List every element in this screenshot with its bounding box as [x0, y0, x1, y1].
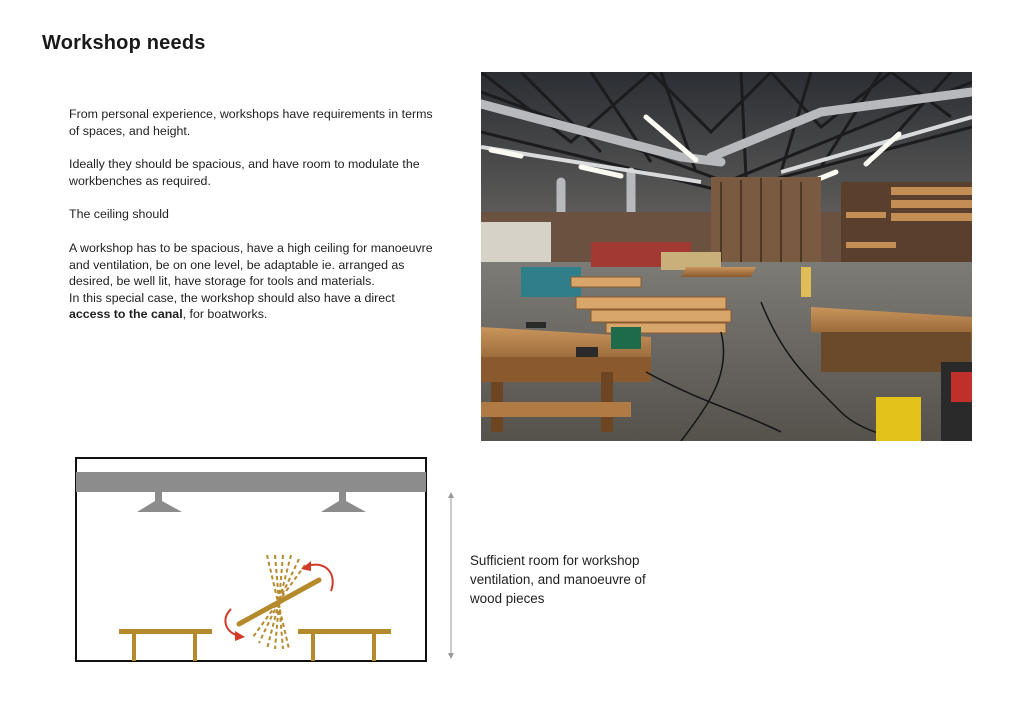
intro-paragraph-experience: From personal experience, workshops have requirements in terms of spaces, and height.: [69, 107, 433, 138]
intro-paragraph-canal: [69, 290, 437, 323]
workbench-right-leg-a: [311, 634, 315, 661]
intro-text: [69, 106, 437, 340]
canal-tail-text: , for boatworks.: [182, 307, 268, 322]
intro-paragraph-ceiling: The ceiling should: [69, 207, 169, 222]
ventilation-diagram-illustration: [75, 457, 427, 662]
workbench-right-leg-b: [372, 634, 376, 661]
workshop-photo-illustration: [481, 72, 972, 441]
ventilation-diagram: [75, 457, 427, 662]
height-dimension-line: [445, 492, 457, 659]
canal-lead-text: In this special case, the workshop should also have a direct: [69, 290, 395, 305]
workbench-left-top: [119, 629, 212, 634]
canal-bold-text: access to the canal: [69, 307, 183, 322]
workshop-photo: [481, 72, 972, 441]
intro-paragraph-requirements: A workshop has to be spacious, have a high ceiling for manoeuvre and ventilation, be on one level, be adaptable ie. arranged as desired, be well lit, have storage for tools and materials.: [69, 240, 433, 289]
diagram-caption: Sufficient room for workshop ventilation, and manoeuvre of wood pieces: [470, 553, 646, 606]
workbench-right-top: [298, 629, 391, 634]
page-title: Workshop needs: [42, 32, 206, 54]
workbench-left-leg-b: [193, 634, 197, 661]
ceiling-beam: [76, 472, 426, 492]
intro-paragraph-spacious: Ideally they should be spacious, and have room to modulate the workbenches as required.: [69, 157, 420, 188]
workbench-left-leg-a: [132, 634, 136, 661]
